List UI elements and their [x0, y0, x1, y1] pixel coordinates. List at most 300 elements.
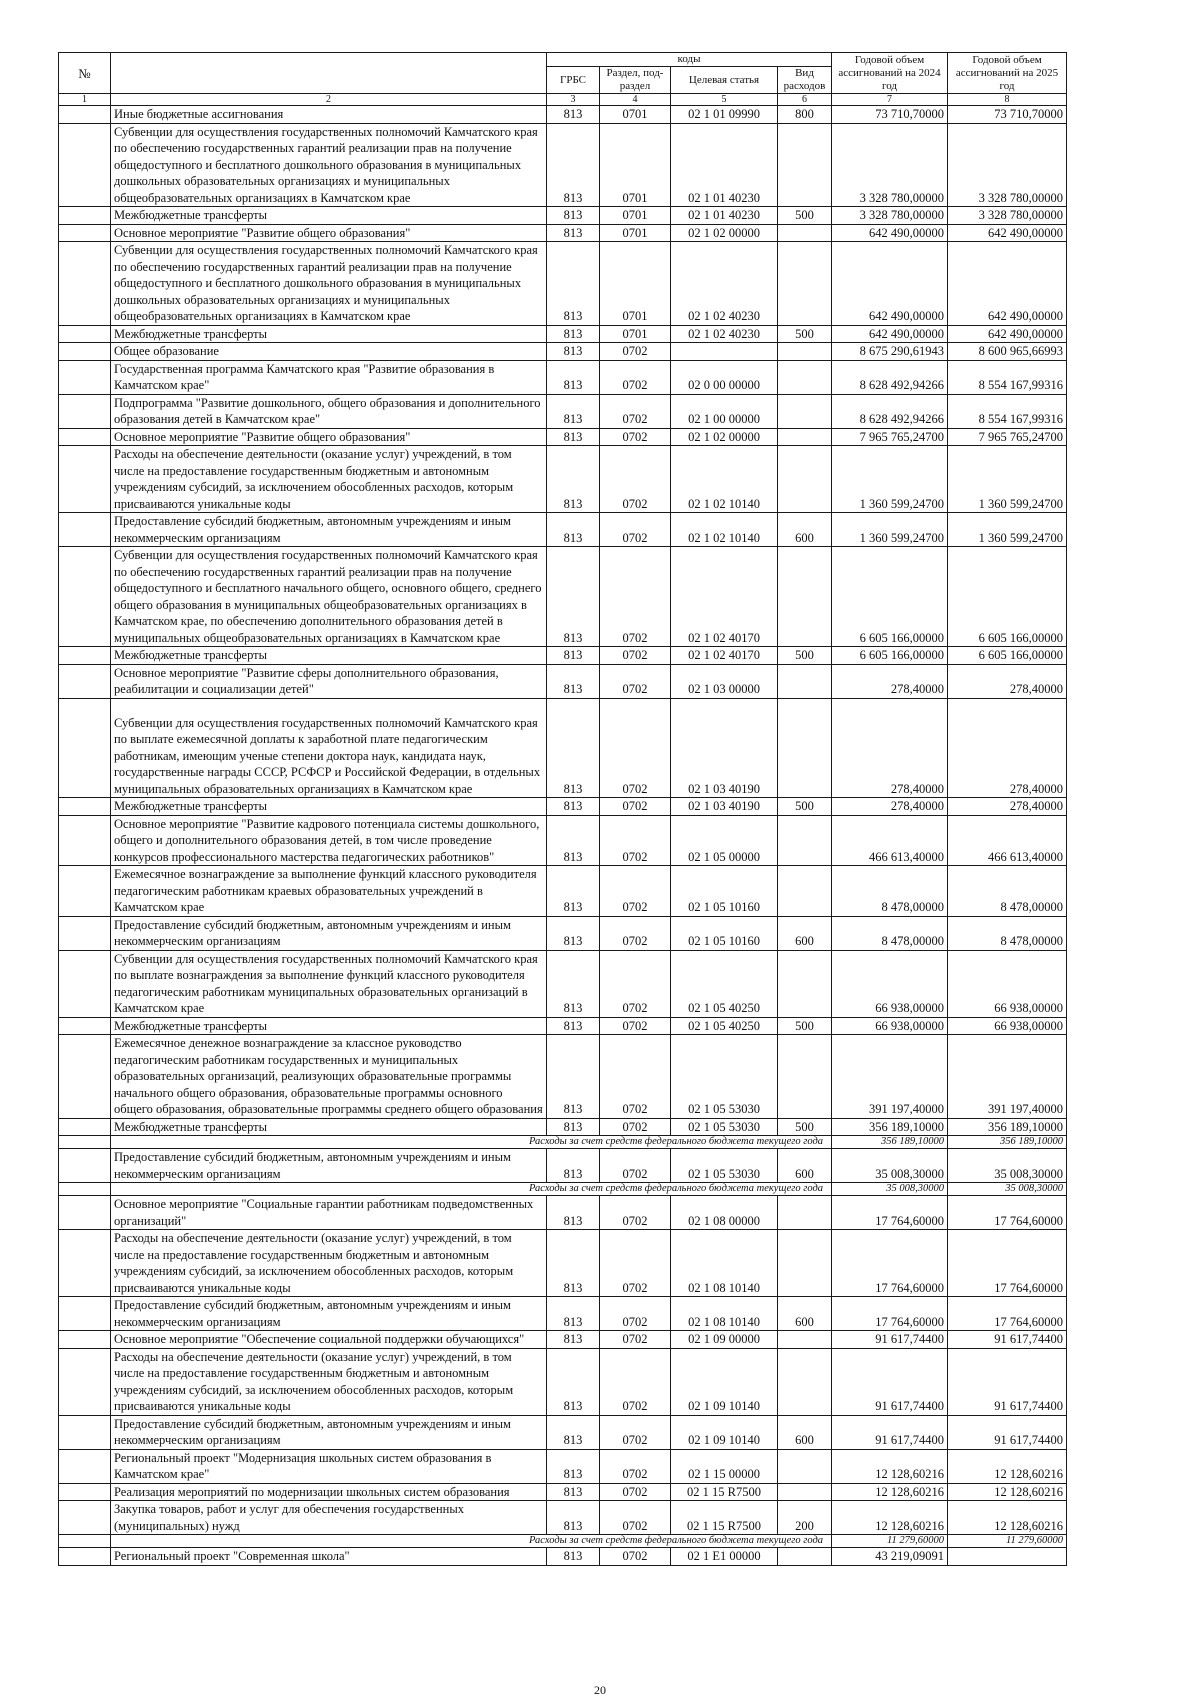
expense-name: Основное мероприятие "Развитие сферы дополнительного образования, реабилитации и социализации детей" [111, 664, 547, 698]
table-row [59, 950, 1067, 1017]
grbs-code: 813 [547, 866, 600, 917]
row-number-cell [59, 360, 111, 394]
colnum: 4 [600, 94, 671, 106]
target-code: 02 1 09 10140 [671, 1415, 778, 1449]
colnum: 7 [832, 94, 948, 106]
expense-name: Расходы на обеспечение деятельности (оказание услуг) учреждений, в том числе на предоставление государственным бюджетным и автономным учреждениям субсидий, за исключением обособленных расходов, которым присваиваются уникальные коды [111, 1230, 547, 1297]
budget-allocation-table [58, 52, 1067, 1566]
amount-2025: 3 328 780,00000 [948, 207, 1067, 225]
table-row [59, 1501, 1067, 1535]
target-code: 02 1 02 40230 [671, 242, 778, 326]
header-target: Целевая статья [671, 67, 778, 94]
amount-2025: 73 710,70000 [948, 106, 1067, 124]
amount-2025: 12 128,60216 [948, 1501, 1067, 1535]
target-code: 02 1 02 00000 [671, 428, 778, 446]
amount-2024: 91 617,74400 [832, 1415, 948, 1449]
amount-2024: 7 965 765,24700 [832, 428, 948, 446]
table-row [59, 1118, 1067, 1136]
amount-2025: 6 605 166,00000 [948, 547, 1067, 647]
row-number-cell [59, 1501, 111, 1535]
row-number-cell [59, 1535, 111, 1548]
colnum: 6 [778, 94, 832, 106]
expense-name: Общее образование [111, 343, 547, 361]
federal-note: Расходы за счет средств федерального бюджета текущего года [111, 1183, 832, 1196]
amount-2025: 66 938,00000 [948, 950, 1067, 1017]
section-code: 0702 [600, 446, 671, 513]
table-row [59, 1035, 1067, 1119]
amount-2024: 17 764,60000 [832, 1297, 948, 1331]
page-number: 20 [594, 1683, 606, 1697]
grbs-code: 813 [547, 1297, 600, 1331]
target-code: 02 1 15 00000 [671, 1449, 778, 1483]
amount-2025: 642 490,00000 [948, 224, 1067, 242]
amount-2025: 17 764,60000 [948, 1230, 1067, 1297]
expense-kind-code: 800 [778, 106, 832, 124]
expense-name: Предоставление субсидий бюджетным, автономным учреждениям и иным некоммерческим организациям [111, 1415, 547, 1449]
section-code: 0702 [600, 1035, 671, 1119]
amount-2024: 35 008,30000 [832, 1149, 948, 1183]
grbs-code: 813 [547, 1348, 600, 1415]
amount-2025: 17 764,60000 [948, 1196, 1067, 1230]
amount-2024: 1 360 599,24700 [832, 446, 948, 513]
amount-2025: 278,40000 [948, 698, 1067, 798]
amount-2025: 17 764,60000 [948, 1297, 1067, 1331]
amount-2024: 73 710,70000 [832, 106, 948, 124]
table-row [59, 798, 1067, 816]
colnum: 3 [547, 94, 600, 106]
grbs-code: 813 [547, 428, 600, 446]
target-code: 02 1 09 10140 [671, 1348, 778, 1415]
colnum: 1 [59, 94, 111, 106]
target-code [671, 343, 778, 361]
grbs-code: 813 [547, 446, 600, 513]
expense-name: Межбюджетные трансферты [111, 1118, 547, 1136]
table-row [59, 242, 1067, 326]
section-code: 0701 [600, 325, 671, 343]
federal-note: Расходы за счет средств федерального бюджета текущего года [111, 1535, 832, 1548]
target-code: 02 1 E1 00000 [671, 1548, 778, 1566]
target-code: 02 1 05 10160 [671, 866, 778, 917]
expense-kind-code [778, 950, 832, 1017]
table-row [59, 1483, 1067, 1501]
table-row [59, 1196, 1067, 1230]
row-number-cell [59, 1415, 111, 1449]
table-row [59, 815, 1067, 866]
expense-kind-code [778, 394, 832, 428]
section-code: 0702 [600, 394, 671, 428]
expense-kind-code: 600 [778, 1297, 832, 1331]
grbs-code: 813 [547, 815, 600, 866]
section-code: 0702 [600, 798, 671, 816]
target-code: 02 1 08 00000 [671, 1196, 778, 1230]
amount-2025: 8 554 167,99316 [948, 360, 1067, 394]
amount-2025: 8 600 965,66993 [948, 343, 1067, 361]
row-number-cell [59, 325, 111, 343]
expense-name: Субвенции для осуществления государственных полномочий Камчатского края по выплате ежемесячной доплаты к заработной плате педагогическим работникам, имеющим ученые степени доктора наук, кандидата наук, государственные награды СССР, РСФСР и Российской Федерации, в отдельных муниципальных образовательных организациях в Камчатском крае [111, 698, 547, 798]
section-code: 0702 [600, 1331, 671, 1349]
section-code: 0702 [600, 1348, 671, 1415]
colnum: 8 [948, 94, 1067, 106]
row-number-cell [59, 664, 111, 698]
amount-2025: 356 189,10000 [948, 1118, 1067, 1136]
amount-2025: 12 128,60216 [948, 1483, 1067, 1501]
federal-budget-subrow [59, 1183, 1067, 1196]
row-number-cell [59, 207, 111, 225]
amount-2024: 642 490,00000 [832, 325, 948, 343]
amount-2025: 642 490,00000 [948, 325, 1067, 343]
table-row [59, 123, 1067, 207]
expense-kind-code [778, 815, 832, 866]
row-number-cell [59, 1331, 111, 1349]
expense-name: Региональный проект "Модернизация школьных систем образования в Камчатском крае" [111, 1449, 547, 1483]
expense-name: Предоставление субсидий бюджетным, автономным учреждениям и иным некоммерческим организациям [111, 513, 547, 547]
expense-kind-code: 500 [778, 798, 832, 816]
table-row [59, 1149, 1067, 1183]
amount-2025: 3 328 780,00000 [948, 123, 1067, 207]
amount-2024: 3 328 780,00000 [832, 123, 948, 207]
grbs-code: 813 [547, 647, 600, 665]
grbs-code: 813 [547, 1017, 600, 1035]
target-code: 02 1 15 R7500 [671, 1501, 778, 1535]
target-code: 02 1 02 40170 [671, 647, 778, 665]
section-code: 0702 [600, 428, 671, 446]
grbs-code: 813 [547, 513, 600, 547]
target-code: 02 0 00 00000 [671, 360, 778, 394]
table-row [59, 106, 1067, 124]
amount-2024: 8 478,00000 [832, 866, 948, 917]
expense-name: Иные бюджетные ассигнования [111, 106, 547, 124]
expense-name: Межбюджетные трансферты [111, 207, 547, 225]
row-number-cell [59, 1548, 111, 1566]
amount-2024: 642 490,00000 [832, 224, 948, 242]
amount-2025: 35 008,30000 [948, 1183, 1067, 1196]
amount-2024: 17 764,60000 [832, 1230, 948, 1297]
grbs-code: 813 [547, 394, 600, 428]
table-row [59, 698, 1067, 798]
section-code: 0702 [600, 1118, 671, 1136]
expense-kind-code [778, 1348, 832, 1415]
target-code: 02 1 09 00000 [671, 1331, 778, 1349]
row-number-cell [59, 798, 111, 816]
amount-2024: 17 764,60000 [832, 1196, 948, 1230]
amount-2024: 278,40000 [832, 698, 948, 798]
expense-kind-code [778, 123, 832, 207]
expense-name: Основное мероприятие "Социальные гарантии работникам подведомственных организаций" [111, 1196, 547, 1230]
target-code: 02 1 02 10140 [671, 446, 778, 513]
expense-kind-code [778, 1196, 832, 1230]
section-code: 0701 [600, 106, 671, 124]
expense-name: Субвенции для осуществления государственных полномочий Камчатского края по обеспечению государственных гарантий реализации прав на получение общедоступного и бесплатного дошкольного образования в муниципальных дошкольных образовательных организациях и муниципальных общеобразовательных организациях в Камчатском крае [111, 242, 547, 326]
target-code: 02 1 08 10140 [671, 1297, 778, 1331]
header-kind: Вид расходов [778, 67, 832, 94]
table-row [59, 547, 1067, 647]
header-name-blank [111, 53, 547, 94]
grbs-code: 813 [547, 1230, 600, 1297]
row-number-cell [59, 698, 111, 798]
expense-kind-code [778, 428, 832, 446]
target-code: 02 1 05 53030 [671, 1118, 778, 1136]
table-row [59, 647, 1067, 665]
amount-2024: 8 628 492,94266 [832, 394, 948, 428]
amount-2025: 642 490,00000 [948, 242, 1067, 326]
grbs-code: 813 [547, 1331, 600, 1349]
table-row [59, 1230, 1067, 1297]
amount-2024: 356 189,10000 [832, 1118, 948, 1136]
section-code: 0701 [600, 123, 671, 207]
section-code: 0702 [600, 815, 671, 866]
row-number-cell [59, 1017, 111, 1035]
amount-2024: 35 008,30000 [832, 1183, 948, 1196]
amount-2024: 8 478,00000 [832, 916, 948, 950]
federal-note: Расходы за счет средств федерального бюджета текущего года [111, 1136, 832, 1149]
table-row [59, 428, 1067, 446]
row-number-cell [59, 123, 111, 207]
amount-2024: 66 938,00000 [832, 950, 948, 1017]
row-number-cell [59, 1297, 111, 1331]
expense-name: Расходы на обеспечение деятельности (оказание услуг) учреждений, в том числе на предоставление государственным бюджетным и автономным учреждениям субсидий, за исключением обособленных расходов, которым присваиваются уникальные коды [111, 446, 547, 513]
grbs-code: 813 [547, 1415, 600, 1449]
expense-name: Предоставление субсидий бюджетным, автономным учреждениям и иным некоммерческим организациям [111, 1149, 547, 1183]
amount-2025: 6 605 166,00000 [948, 647, 1067, 665]
grbs-code: 813 [547, 1035, 600, 1119]
amount-2024: 1 360 599,24700 [832, 513, 948, 547]
grbs-code: 813 [547, 325, 600, 343]
section-code: 0702 [600, 866, 671, 917]
amount-2025: 356 189,10000 [948, 1136, 1067, 1149]
amount-2024: 278,40000 [832, 664, 948, 698]
target-code: 02 1 03 40190 [671, 698, 778, 798]
federal-budget-subrow [59, 1535, 1067, 1548]
table-row [59, 446, 1067, 513]
amount-2025: 91 617,74400 [948, 1348, 1067, 1415]
amount-2025: 35 008,30000 [948, 1149, 1067, 1183]
expense-name: Региональный проект "Современная школа" [111, 1548, 547, 1566]
grbs-code: 813 [547, 224, 600, 242]
row-number-cell [59, 1035, 111, 1119]
row-number-cell [59, 1196, 111, 1230]
target-code: 02 1 01 40230 [671, 123, 778, 207]
section-code: 0702 [600, 664, 671, 698]
amount-2025: 11 279,60000 [948, 1535, 1067, 1548]
expense-name: Субвенции для осуществления государственных полномочий Камчатского края по обеспечению государственных гарантий реализации прав на получение общедоступного и бесплатного начального общего, основного общего, среднего общего образования в муниципальных общеобразовательных организациях в Камчатском крае, по обеспечению дополнительного образования детей в муниципальных общеобразовательных организациях в Камчатском крае [111, 547, 547, 647]
expense-name: Подпрограмма "Развитие дошкольного, общего образования и дополнительного образования детей в Камчатском крае" [111, 394, 547, 428]
federal-budget-subrow [59, 1136, 1067, 1149]
expense-kind-code: 600 [778, 1149, 832, 1183]
row-number-cell [59, 950, 111, 1017]
expense-kind-code [778, 547, 832, 647]
table-row [59, 1415, 1067, 1449]
amount-2025: 7 965 765,24700 [948, 428, 1067, 446]
expense-kind-code: 600 [778, 916, 832, 950]
expense-name: Государственная программа Камчатского края "Развитие образования в Камчатском крае" [111, 360, 547, 394]
expense-name: Ежемесячное вознаграждение за выполнение функций классного руководителя педагогическим работникам краевых образовательных учреждений в Камчатском крае [111, 866, 547, 917]
table-row [59, 1297, 1067, 1331]
section-code: 0702 [600, 1196, 671, 1230]
grbs-code: 813 [547, 207, 600, 225]
grbs-code: 813 [547, 1149, 600, 1183]
grbs-code: 813 [547, 123, 600, 207]
amount-2025: 391 197,40000 [948, 1035, 1067, 1119]
amount-2024: 6 605 166,00000 [832, 547, 948, 647]
expense-name: Закупка товаров, работ и услуг для обеспечения государственных (муниципальных) нужд [111, 1501, 547, 1535]
expense-name: Основное мероприятие "Развитие кадрового потенциала системы дошкольного, общего и дополнительного образования детей, в том числе проведение конкурсов профессионального мастерства педагогических работников" [111, 815, 547, 866]
expense-name: Межбюджетные трансферты [111, 1017, 547, 1035]
row-number-cell [59, 866, 111, 917]
table-row [59, 325, 1067, 343]
table-row [59, 1348, 1067, 1415]
row-number-cell [59, 1348, 111, 1415]
section-code: 0702 [600, 916, 671, 950]
expense-name: Межбюджетные трансферты [111, 798, 547, 816]
expense-kind-code: 500 [778, 1017, 832, 1035]
amount-2024: 91 617,74400 [832, 1348, 948, 1415]
target-code: 02 1 01 09990 [671, 106, 778, 124]
target-code: 02 1 02 40170 [671, 547, 778, 647]
amount-2024: 43 219,09091 [832, 1548, 948, 1566]
row-number-cell [59, 106, 111, 124]
expense-name: Основное мероприятие "Развитие общего образования" [111, 224, 547, 242]
section-code: 0702 [600, 360, 671, 394]
section-code: 0702 [600, 547, 671, 647]
target-code: 02 1 03 00000 [671, 664, 778, 698]
amount-2024: 12 128,60216 [832, 1483, 948, 1501]
target-code: 02 1 02 00000 [671, 224, 778, 242]
table-row [59, 916, 1067, 950]
section-code: 0702 [600, 1548, 671, 1566]
expense-kind-code: 500 [778, 1118, 832, 1136]
section-code: 0702 [600, 950, 671, 1017]
expense-kind-code [778, 1548, 832, 1566]
expense-name: Субвенции для осуществления государственных полномочий Камчатского края по обеспечению государственных гарантий реализации прав на получение общедоступного и бесплатного дошкольного образования в муниципальных дошкольных образовательных организациях и муниципальных общеобразовательных организациях в Камчатском крае [111, 123, 547, 207]
table-row [59, 1331, 1067, 1349]
expense-name: Расходы на обеспечение деятельности (оказание услуг) учреждений, в том числе на предоставление государственным бюджетным и автономным учреждениям субсидий, за исключением обособленных расходов, которым присваиваются уникальные коды [111, 1348, 547, 1415]
amount-2025: 278,40000 [948, 798, 1067, 816]
expense-kind-code [778, 664, 832, 698]
grbs-code: 813 [547, 242, 600, 326]
table-row [59, 360, 1067, 394]
target-code: 02 1 05 53030 [671, 1035, 778, 1119]
row-number-cell [59, 916, 111, 950]
row-number-cell [59, 547, 111, 647]
table-row [59, 1548, 1067, 1566]
row-number-cell [59, 224, 111, 242]
target-code: 02 1 05 00000 [671, 815, 778, 866]
row-number-cell [59, 1149, 111, 1183]
table-row [59, 207, 1067, 225]
expense-kind-code [778, 866, 832, 917]
grbs-code: 813 [547, 950, 600, 1017]
amount-2024: 11 279,60000 [832, 1535, 948, 1548]
grbs-code: 813 [547, 1196, 600, 1230]
target-code: 02 1 02 10140 [671, 513, 778, 547]
amount-2024: 6 605 166,00000 [832, 647, 948, 665]
amount-2025: 278,40000 [948, 664, 1067, 698]
table-row [59, 224, 1067, 242]
table-header [59, 53, 1067, 106]
section-code: 0702 [600, 343, 671, 361]
section-code: 0702 [600, 698, 671, 798]
row-number-cell [59, 1118, 111, 1136]
row-number-cell [59, 1449, 111, 1483]
section-code: 0702 [600, 513, 671, 547]
header-grbs: ГРБС [547, 67, 600, 94]
expense-name: Предоставление субсидий бюджетным, автономным учреждениям и иным некоммерческим организациям [111, 916, 547, 950]
expense-name: Межбюджетные трансферты [111, 325, 547, 343]
amount-2024: 391 197,40000 [832, 1035, 948, 1119]
row-number-cell [59, 394, 111, 428]
header-2024: Годовой объем ассигнований на 2024 год [832, 53, 948, 94]
grbs-code: 813 [547, 547, 600, 647]
amount-2024: 8 628 492,94266 [832, 360, 948, 394]
grbs-code: 813 [547, 1548, 600, 1566]
amount-2024: 356 189,10000 [832, 1136, 948, 1149]
row-number-cell [59, 446, 111, 513]
amount-2024: 91 617,74400 [832, 1331, 948, 1349]
section-code: 0702 [600, 1501, 671, 1535]
grbs-code: 813 [547, 798, 600, 816]
expense-kind-code [778, 1331, 832, 1349]
header-number: № [59, 53, 111, 94]
section-code: 0702 [600, 1149, 671, 1183]
header-column-numbers [59, 94, 1067, 106]
amount-2024: 278,40000 [832, 798, 948, 816]
grbs-code: 813 [547, 360, 600, 394]
colnum: 2 [111, 94, 547, 106]
amount-2025: 8 554 167,99316 [948, 394, 1067, 428]
row-number-cell [59, 513, 111, 547]
target-code: 02 1 05 40250 [671, 1017, 778, 1035]
expense-kind-code [778, 360, 832, 394]
amount-2025: 1 360 599,24700 [948, 513, 1067, 547]
section-code: 0702 [600, 1230, 671, 1297]
table-row [59, 664, 1067, 698]
grbs-code: 813 [547, 1449, 600, 1483]
section-code: 0701 [600, 224, 671, 242]
row-number-cell [59, 1230, 111, 1297]
expense-kind-code [778, 343, 832, 361]
header-section: Раздел, под-раздел [600, 67, 671, 94]
target-code: 02 1 01 40230 [671, 207, 778, 225]
section-code: 0702 [600, 1297, 671, 1331]
expense-kind-code: 500 [778, 207, 832, 225]
expense-kind-code [778, 242, 832, 326]
table-row [59, 1017, 1067, 1035]
header-2025: Годовой объем ассигнований на 2025 год [948, 53, 1067, 94]
expense-kind-code: 600 [778, 513, 832, 547]
grbs-code: 813 [547, 698, 600, 798]
expense-kind-code [778, 1035, 832, 1119]
target-code: 02 1 05 40250 [671, 950, 778, 1017]
row-number-cell [59, 815, 111, 866]
expense-kind-code: 600 [778, 1415, 832, 1449]
row-number-cell [59, 428, 111, 446]
amount-2024: 8 675 290,61943 [832, 343, 948, 361]
section-code: 0702 [600, 1415, 671, 1449]
expense-name: Субвенции для осуществления государственных полномочий Камчатского края по выплате вознаграждения за выполнение функций классного руководителя педагогическим работникам муниципальных образовательных организаций в Камчатском крае [111, 950, 547, 1017]
amount-2025 [948, 1548, 1067, 1566]
row-number-cell [59, 1483, 111, 1501]
section-code: 0702 [600, 1017, 671, 1035]
grbs-code: 813 [547, 343, 600, 361]
amount-2025: 466 613,40000 [948, 815, 1067, 866]
expense-name: Основное мероприятие "Развитие общего образования" [111, 428, 547, 446]
target-code: 02 1 05 10160 [671, 916, 778, 950]
row-number-cell [59, 242, 111, 326]
section-code: 0701 [600, 242, 671, 326]
amount-2024: 12 128,60216 [832, 1449, 948, 1483]
amount-2025: 91 617,74400 [948, 1415, 1067, 1449]
amount-2024: 642 490,00000 [832, 242, 948, 326]
